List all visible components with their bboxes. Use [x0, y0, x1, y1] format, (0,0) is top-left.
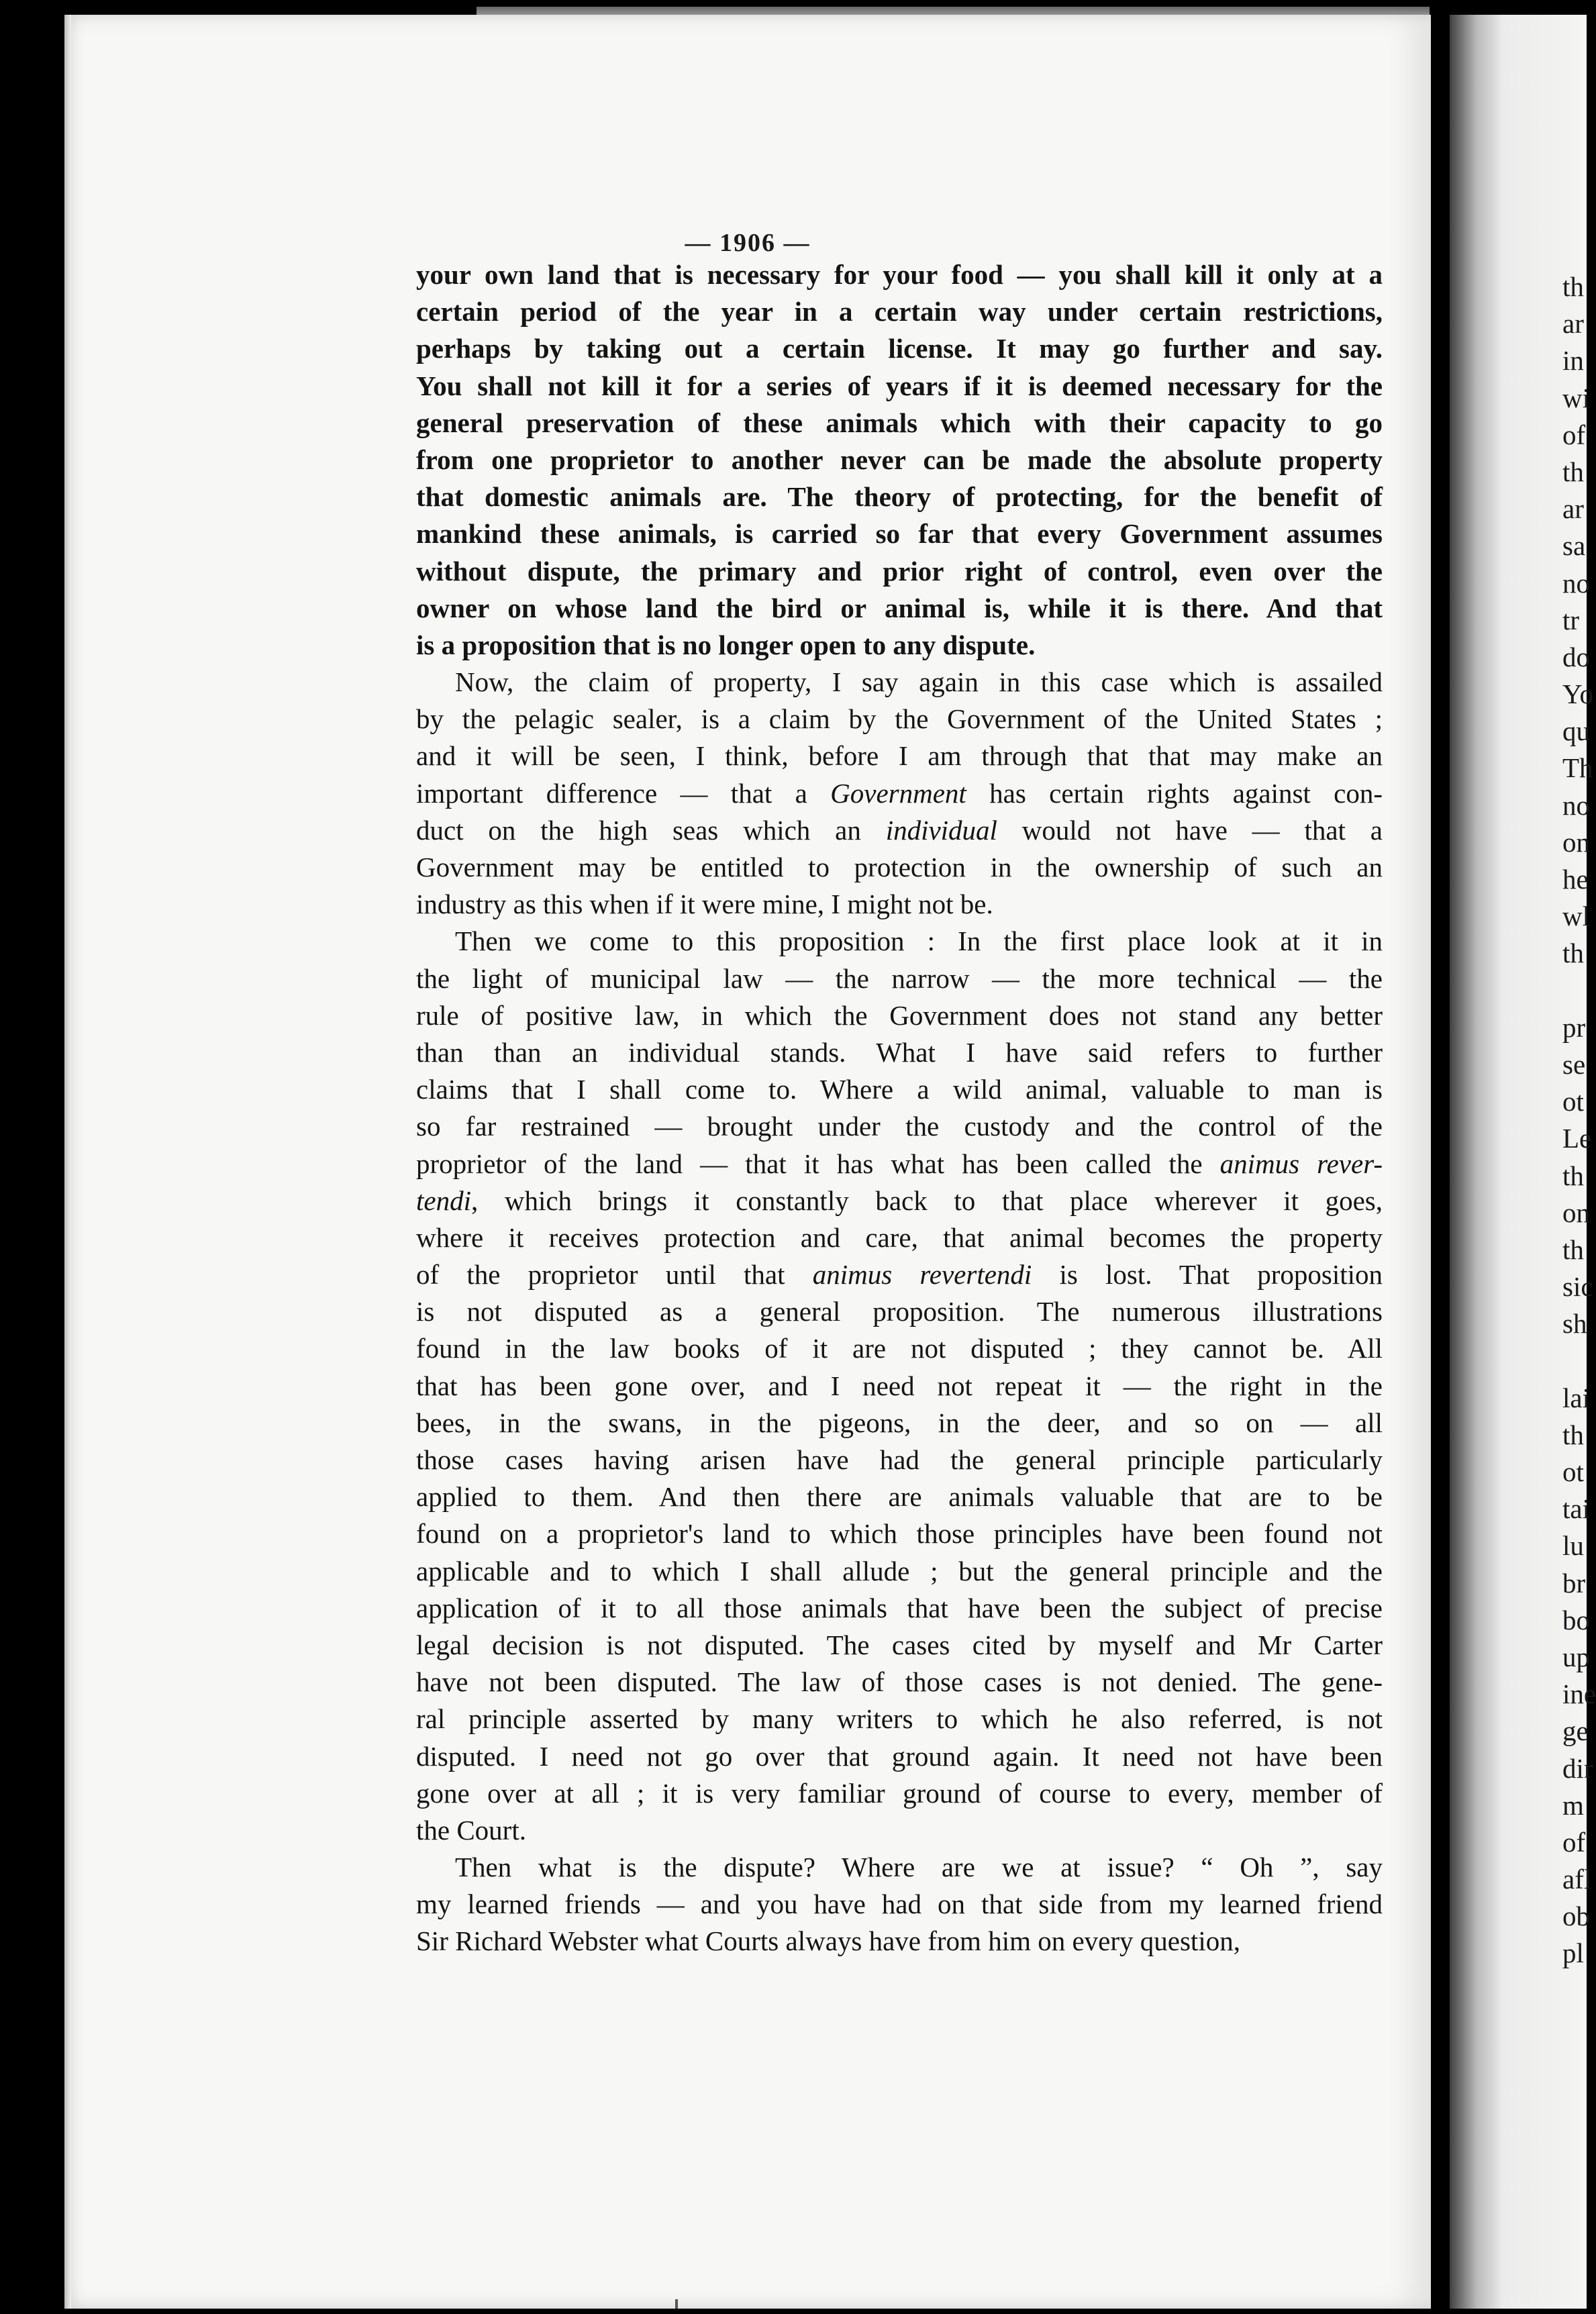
text-line: Sir Richard Webster what Courts always have from him on every question, — [416, 1925, 1240, 1957]
adjacent-fragment: th — [1562, 1419, 1584, 1450]
adjacent-fragment: se — [1562, 1048, 1586, 1080]
text-line: owner on whose land the bird or animal is, while it is there. And that — [416, 592, 1383, 623]
adjacent-fragment: th — [1562, 271, 1584, 302]
adjacent-page-text — [1562, 268, 1596, 1972]
text-line: applicable and to which I shall allude ; but the general principle and the — [416, 1555, 1383, 1587]
text-line: ral principle asserted by many writers to which he also referred, is not — [416, 1703, 1383, 1735]
adjacent-fragment: no — [1562, 789, 1590, 821]
text-line: duct on the high seas which an individual would not have — that a — [416, 814, 1383, 846]
adjacent-fragment: on — [1562, 1197, 1590, 1228]
text-line: from one proprietor to another never can be made the absolute property — [416, 444, 1383, 475]
adjacent-fragment — [1562, 972, 1589, 1009]
text-line: Then we come to this proposition : In the first place look at it in — [455, 925, 1383, 957]
text-line: tendi, which brings it constantly back to that place wherever it goes, — [416, 1185, 1383, 1216]
adjacent-fragment: tr — [1562, 604, 1580, 636]
text-line: is a proposition that is no longer open to any dispute. — [416, 629, 1036, 660]
adjacent-fragment — [1562, 1342, 1589, 1379]
text-line: You shall not kill it for a series of years if it is deemed necessary for the — [416, 370, 1383, 401]
adjacent-fragment: pl — [1562, 1938, 1584, 1969]
adjacent-fragment: m — [1562, 1789, 1584, 1821]
adjacent-fragment: he — [1562, 864, 1589, 895]
text-line: and it will be seen, I think, before I am through that that may make an — [416, 740, 1383, 772]
text-line: important difference — that a Government has certain rights against con- — [416, 777, 1383, 809]
text-line: general preservation of these animals which with their capacity to go — [416, 407, 1383, 438]
text-line: bees, in the swans, in the pigeons, in the deer, and so on — all — [416, 1407, 1383, 1438]
text-line: of the proprietor until that animus revertendi is lost. That proposition — [416, 1259, 1383, 1291]
text-line: perhaps by taking out a certain license. It may go further and say. — [416, 333, 1383, 364]
text-line: disputed. I need not go over that ground again. It need not have been — [416, 1740, 1383, 1772]
page-number: — 1906 — — [685, 229, 811, 257]
text-line: Government may be entitled to protection in the ownership of such an — [416, 852, 1383, 883]
text-line: proprietor of the land — that it has what has been called the animus rever- — [416, 1148, 1383, 1179]
adjacent-fragment: in — [1562, 345, 1584, 376]
adjacent-fragment: qu — [1562, 715, 1590, 747]
adjacent-fragment: ine — [1562, 1678, 1596, 1710]
adjacent-fragment: dir — [1562, 1752, 1593, 1784]
text-line: found in the law books of it are not disputed ; they cannot be. All — [416, 1333, 1383, 1364]
adjacent-fragment: br — [1562, 1567, 1586, 1599]
text-line: without dispute, the primary and prior right of control, even over the — [416, 555, 1383, 587]
text-line: rule of positive law, in which the Government does not stand any better — [416, 999, 1383, 1031]
text-line: Now, the claim of property, I say again in this case which is assailed — [455, 666, 1383, 698]
adjacent-fragment: Yo — [1562, 678, 1594, 710]
adjacent-fragment: of — [1562, 1826, 1586, 1858]
adjacent-fragment: wl — [1562, 901, 1590, 932]
adjacent-fragment: lu — [1562, 1530, 1584, 1562]
text-line: mankind these animals, is carried so far that every Government assumes — [416, 518, 1383, 550]
adjacent-fragment: on — [1562, 826, 1590, 858]
adjacent-fragment: ot — [1562, 1086, 1584, 1117]
text-line: my learned friends — and you have had on that side from my learned friend — [416, 1889, 1383, 1920]
text-line: certain period of the year in a certain way under certain restrictions, — [416, 296, 1383, 328]
text-line: by the pelagic sealer, is a claim by the Government of the United States ; — [416, 703, 1383, 735]
text-line: gone over at all ; it is very familiar ground of course to every, member of — [416, 1777, 1383, 1809]
adjacent-fragment: th — [1562, 1234, 1584, 1265]
text-line: that has been gone over, and I need not repeat it — the right in the — [416, 1370, 1383, 1401]
adjacent-fragment: wi — [1562, 382, 1590, 413]
body-text — [416, 256, 1383, 1960]
adjacent-fragment: sh — [1562, 1308, 1587, 1340]
text-line: your own land that is necessary for your food — you shall kill it only at a — [416, 259, 1383, 290]
text-line: those cases having arisen have had the general principle particularly — [416, 1444, 1383, 1475]
adjacent-fragment: sic — [1562, 1271, 1593, 1303]
adjacent-fragment: do — [1562, 641, 1590, 672]
adjacent-fragment: sa — [1562, 530, 1586, 562]
adjacent-fragment: ot — [1562, 1456, 1584, 1487]
text-line: where it receives protection and care, that animal becomes the property — [416, 1221, 1383, 1253]
text-line: industry as this when if it were mine, I might not be. — [416, 889, 993, 920]
adjacent-fragment: ge — [1562, 1715, 1589, 1747]
text-line: legal decision is not disputed. The cases cited by myself and Mr Carter — [416, 1629, 1383, 1660]
text-line: claims that I shall come to. Where a wild animal, valuable to man is — [416, 1074, 1383, 1105]
text-line: so far restrained — brought under the custody and the control of the — [416, 1111, 1383, 1142]
text-line: found on a proprietor's land to which those principles have been found not — [416, 1518, 1383, 1550]
text-line: applied to them. And then there are animals valuable that are to be — [416, 1481, 1383, 1513]
scan-speck — [675, 2299, 678, 2309]
adjacent-fragment: lai — [1562, 1382, 1590, 1413]
adjacent-fragment: Th — [1562, 752, 1593, 784]
adjacent-fragment: th — [1562, 456, 1584, 487]
adjacent-fragment: pr — [1562, 1011, 1586, 1043]
text-line: have not been disputed. The law of those cases is not denied. The gene- — [416, 1666, 1383, 1698]
text-line: the Court. — [416, 1814, 526, 1846]
text-line: Then what is the dispute? Where are we at issue? “ Oh ”, say — [455, 1852, 1383, 1883]
adjacent-fragment: up — [1562, 1641, 1590, 1672]
text-line: application of it to all those animals that have been the subject of precise — [416, 1592, 1383, 1623]
adjacent-fragment: ar — [1562, 493, 1584, 525]
page-gutter-shadow — [64, 15, 71, 2309]
text-line: the light of municipal law — the narrow — the more technical — the — [416, 962, 1383, 994]
adjacent-fragment: ar — [1562, 308, 1584, 340]
text-line: is not disputed as a general proposition. The numerous illustrations — [416, 1296, 1383, 1327]
text-line: that domestic animals are. The theory of protecting, for the benefit of — [416, 481, 1383, 513]
adjacent-fragment: tai — [1562, 1493, 1590, 1525]
text-line: than than an individual stands. What I have said refers to further — [416, 1036, 1383, 1068]
adjacent-fragment: Le — [1562, 1123, 1592, 1154]
adjacent-fragment: no — [1562, 567, 1590, 599]
adjacent-fragment: th — [1562, 1160, 1584, 1191]
adjacent-fragment: of — [1562, 419, 1586, 450]
adjacent-fragment: afl — [1562, 1864, 1592, 1895]
adjacent-fragment: bo — [1562, 1604, 1590, 1636]
adjacent-fragment: ob — [1562, 1901, 1590, 1932]
adjacent-fragment: th — [1562, 938, 1584, 969]
